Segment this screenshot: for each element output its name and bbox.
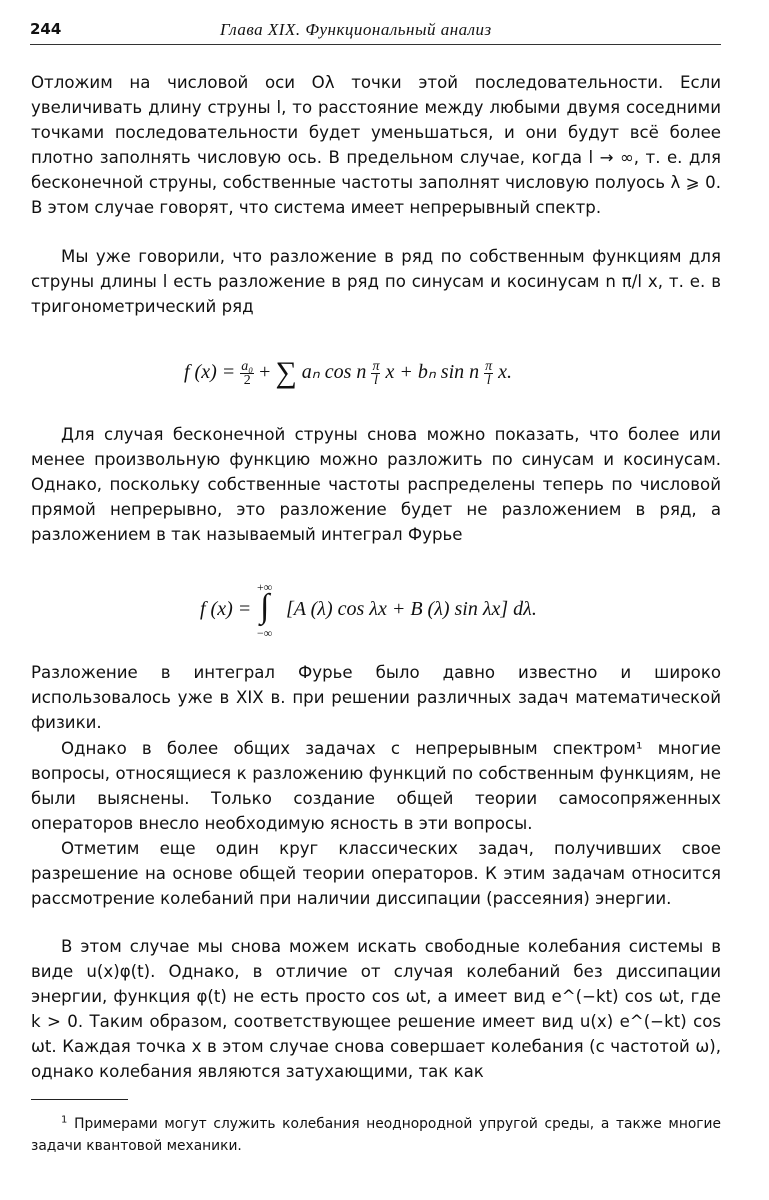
paragraph-text: Разложение в интеграл Фурье было давно известно и широко использовалось уже в XIX в. при решении различных задач математической физики. — [31, 663, 721, 732]
series-term: aₙ cos n — [301, 361, 367, 383]
fraction-denominator: 2 — [243, 372, 251, 388]
paragraph-4 — [31, 660, 721, 735]
formula-trig-series — [184, 356, 604, 396]
running-header — [30, 18, 721, 44]
integral-upper-limit: +∞ — [257, 580, 273, 594]
series-end: x. — [498, 361, 513, 383]
paragraph-text: В этом случае мы снова можем искать свободные колебания системы в виде u(x)φ(t). Однако, в отличие от случая колебаний без диссипации энергии, функция φ(t) не есть просто cos ωt, а имеет вид e^(−kt) cos ωt, где k > 0. Таким образом, соответствующее решение имеет вид u(x) e^(−kt) cos ωt. Каждая точка x в этом случае снова совершает колебания (с частотой ω), однако колебания являются затухающими, так как — [31, 937, 721, 1081]
paragraph-text: Отложим на числовой оси Oλ точки этой последовательности. Если увеличивать длину струны l, то расстояние между любыми двумя соседними точками последовательности будет уменьшаться, и они будут всё более плотно заполнять числовую ось. В предельном случае, когда l → ∞, т. е. для бесконечной струны, собственные частоты заполнят числовую полуось λ ⩾ 0. В этом случае говорят, что система имеет непрерывный спектр. — [31, 73, 721, 217]
sum-symbol: ∑ — [275, 356, 297, 389]
footnote-text — [31, 1113, 721, 1157]
footnote-marker: 1 — [61, 1114, 68, 1126]
page-number: 244 — [30, 20, 62, 38]
formula-lhs: f (x) = — [184, 361, 236, 383]
fraction-numerator: π — [485, 358, 493, 374]
paragraph-2 — [31, 244, 721, 319]
fraction-a0-over-2 — [240, 360, 254, 387]
paragraph-text: Однако в более общих задачах с непрерывным спектром¹ многие вопросы, относящиеся к разложению функций по собственным функциям, не были выяснены. Только создание общей теории самосопряженных операторов внесло необходимую ясность в эти вопросы. — [31, 739, 721, 833]
fraction-pi-over-l — [484, 360, 493, 387]
fraction-denominator: l — [374, 372, 378, 388]
integral-lower-limit: −∞ — [257, 626, 273, 640]
header-rule — [30, 44, 721, 45]
footnote-rule — [31, 1099, 128, 1100]
paragraph-3 — [31, 422, 721, 547]
paragraph-1 — [31, 70, 721, 220]
plus-sign: + — [259, 361, 271, 383]
integral-body: [A (λ) cos λx + B (λ) sin λx] dλ. — [286, 598, 537, 620]
series-middle: x + bₙ sin n — [385, 361, 480, 383]
paragraph-text: Мы уже говорили, что разложение в ряд по собственным функциям для струны длины l есть разложение в ряд по синусам и косинусам n π/l x, т. е. в тригонометрический ряд — [31, 247, 721, 316]
running-title: Глава XIX. Функциональный анализ — [220, 20, 492, 39]
fraction-numerator: π — [372, 358, 380, 374]
formula-fourier-integral — [200, 580, 580, 642]
paragraph-7 — [31, 934, 721, 1084]
fraction-numerator: a₀ — [241, 358, 254, 374]
fraction-pi-over-l — [371, 360, 380, 387]
paragraph-text: Для случая бесконечной струны снова можно показать, что более или менее произвольную функцию можно разложить по синусам и косинусам. Однако, поскольку собственные частоты распределены теперь по числовой прямой непрерывно, это разложение будет не разложением в ряд, а разложением в так называемый интеграл Фурье — [31, 425, 721, 544]
paragraph-5 — [31, 736, 721, 836]
paragraph-6 — [31, 836, 721, 911]
integral-sign: ∫ — [260, 588, 270, 625]
paragraph-text: Отметим еще один круг классических задач, получивших свое разрешение на основе общей теории операторов. К этим задачам относится рассмотрение колебаний при наличии диссипации (рассеяния) энергии. — [31, 839, 721, 908]
footnote-body: Примерами могут служить колебания неоднородной упругой среды, а также многие задачи квантовой механики. — [31, 1116, 721, 1154]
footnote — [31, 1113, 721, 1157]
fraction-denominator: l — [486, 372, 491, 388]
formula-lhs: f (x) = — [200, 598, 252, 620]
